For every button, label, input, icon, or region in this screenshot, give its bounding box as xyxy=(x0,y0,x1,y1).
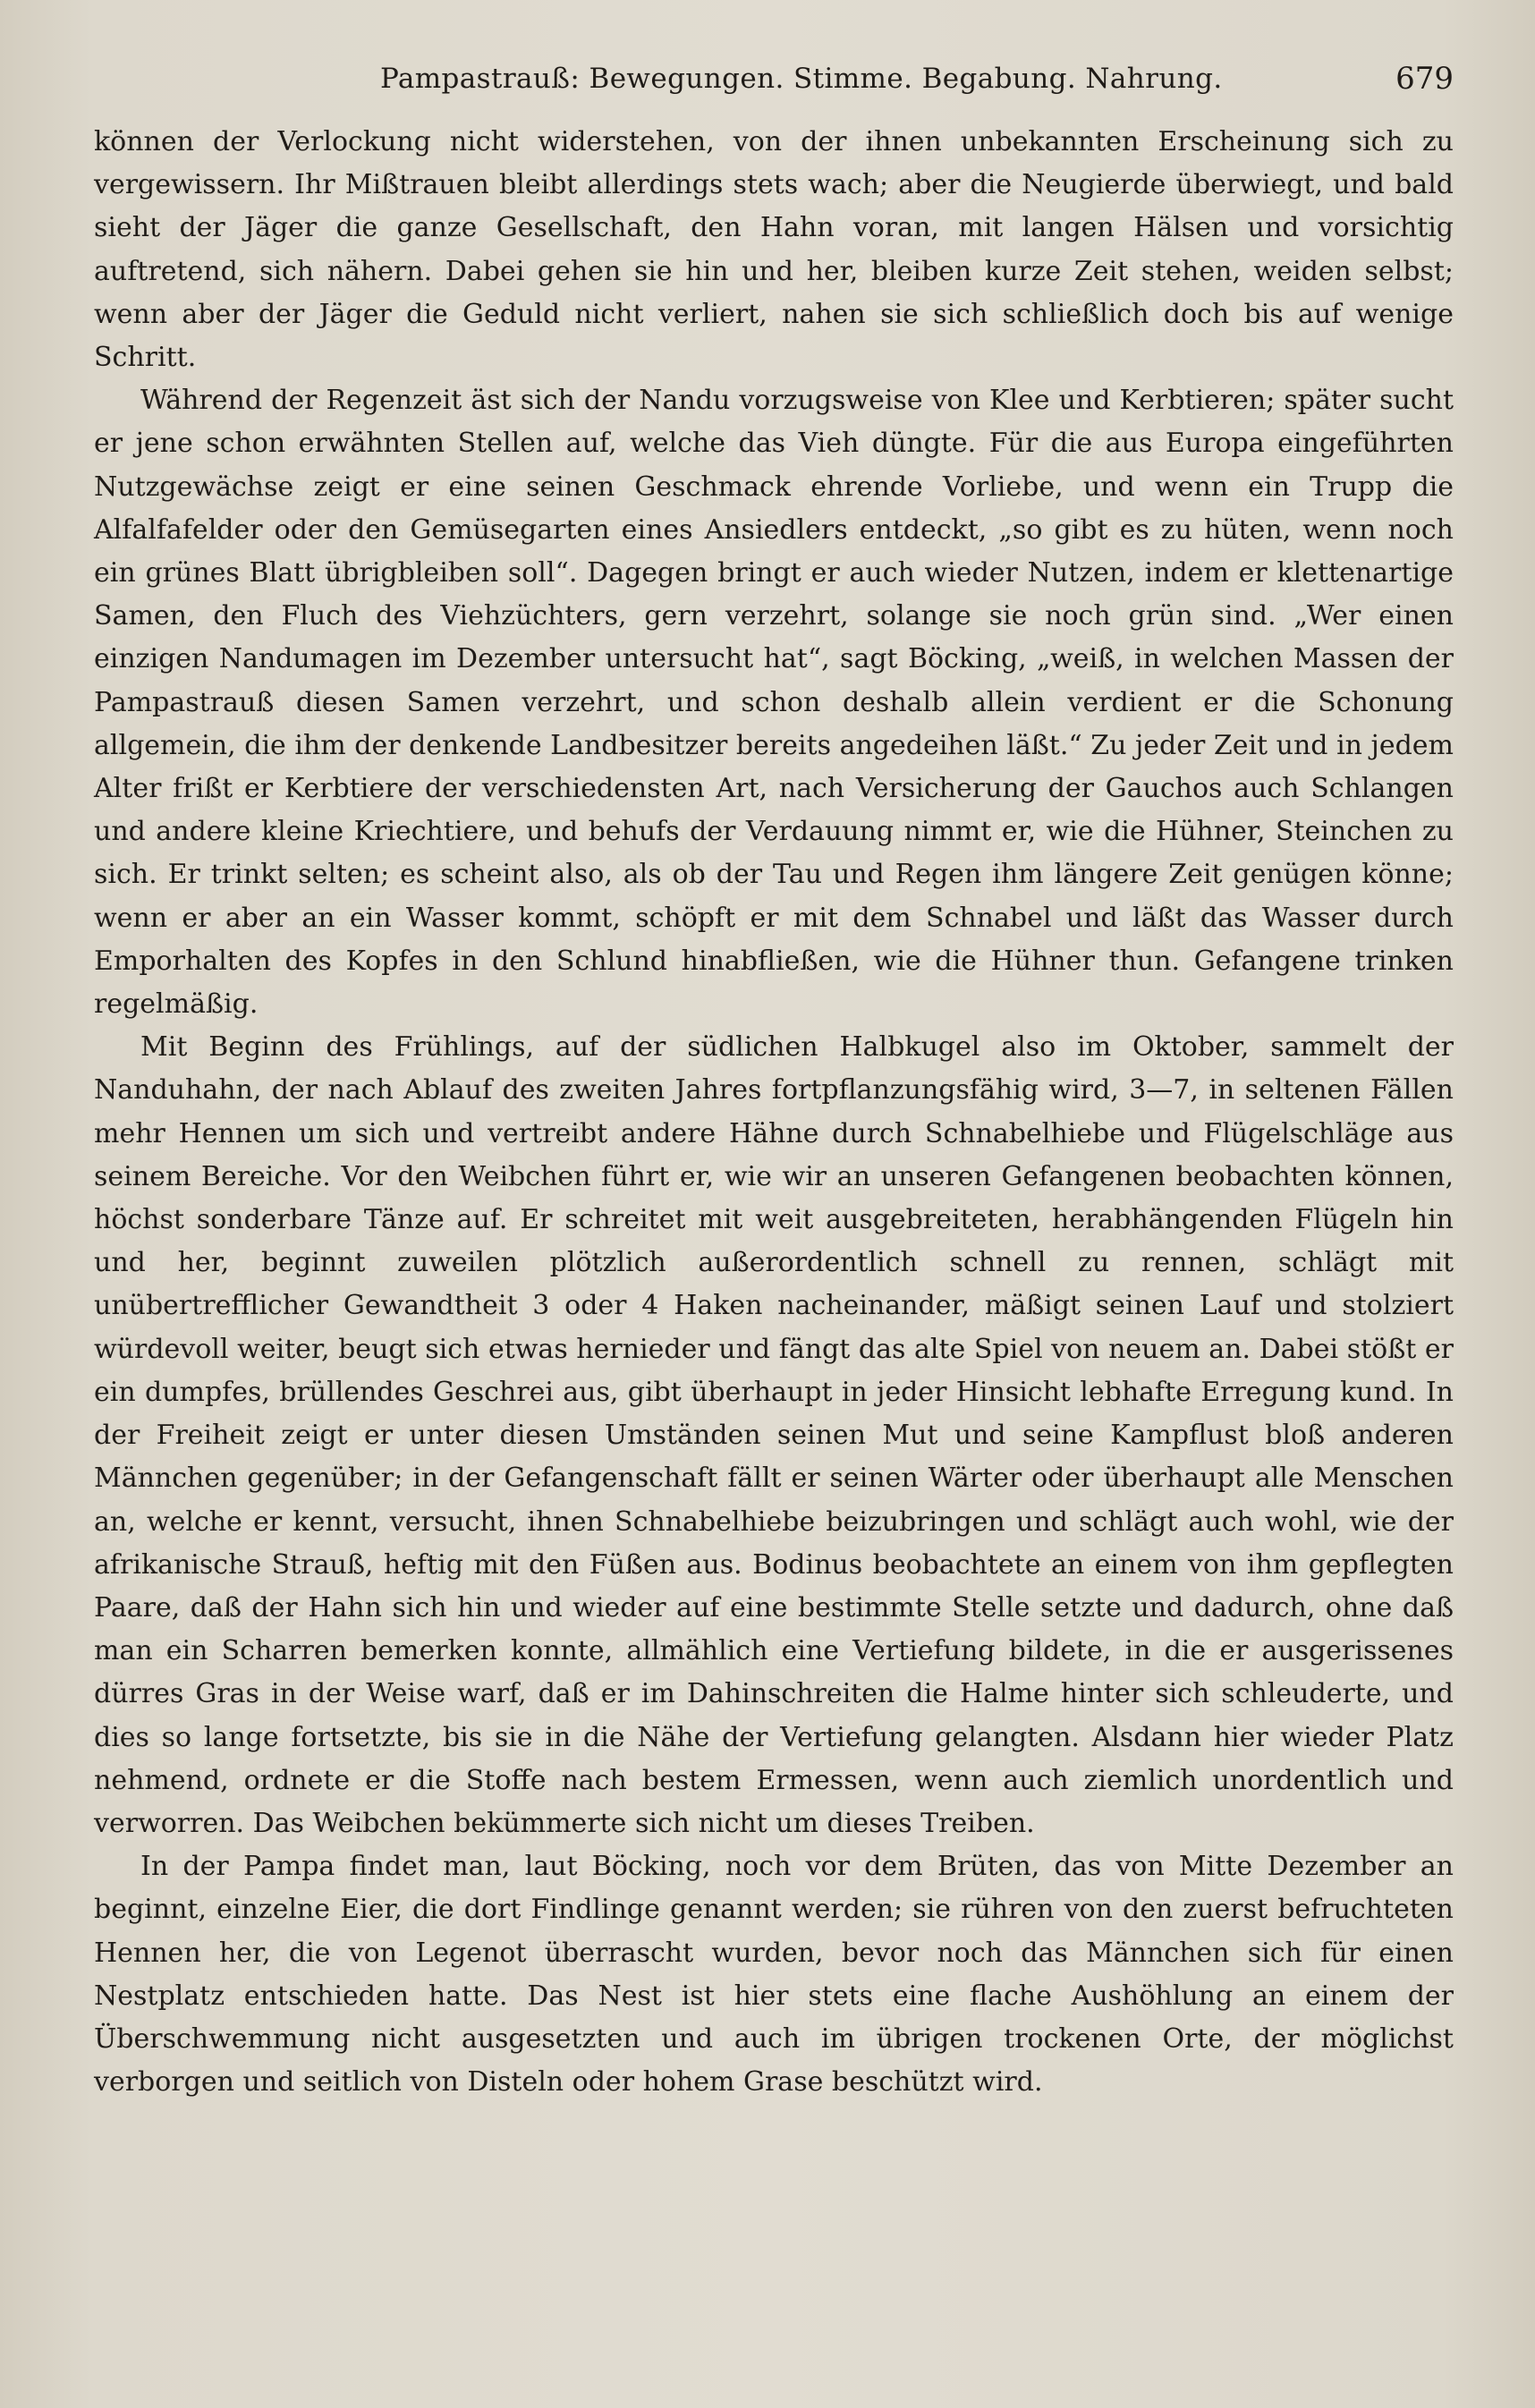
paragraph-1: können der Verlockung nicht widerstehen, von der ihnen unbekannten Erscheinung sich zu vergewissern. Ihr Mißtrauen bleibt allerdings stets wach; aber die Neugierde überwiegt, und bald sieht der Jäger die ganze Gesellschaft, den Hahn voran, mit langen Hälsen und vorsichtig auftretend, sich nähern. Dabei gehen sie hin und her, bleiben kurze Zeit stehen, weiden selbst; wenn aber der Jäger die Geduld nicht verliert, nahen sie sich schließlich doch bis auf wenige Schritt. xyxy=(94,126,1454,374)
paragraph-4: In der Pampa findet man, laut Böcking, noch vor dem Brüten, das von Mitte Dezember an beginnt, einzelne Eier, die dort Findlinge genannt werden; sie rühren von den zuerst befruchteten Hennen her, die von Legenot überrascht wurden, bevor noch das Männchen sich für einen Nestplatz entschieden hatte. Das Nest ist hier stets eine flache Aushöhlung an einem der Überschwemmung nicht ausgesetzten und auch im übrigen trockenen Orte, der möglichst verborgen und seitlich von Disteln oder hohem Grase beschützt wird. xyxy=(94,1851,1454,2099)
body-text xyxy=(94,121,1454,2104)
page-number: 679 xyxy=(1395,61,1454,97)
paragraph-3: Mit Beginn des Frühlings, auf der südlichen Halbkugel also im Oktober, sammelt der Nanduhahn, der nach Ablauf des zweiten Jahres fortpflanzungsfähig wird, 3—7, in seltenen Fällen mehr Hennen um sich und vertreibt andere Hähne durch Schnabelhiebe und Flügelschläge aus seinem Bereiche. Vor den Weibchen führt er, wie wir an unseren Gefangenen beobachten können, höchst sonderbare Tänze auf. Er schreitet mit weit ausgebreiteten, herabhängenden Flügeln hin und her, beginnt zuweilen plötzlich außerordentlich schnell zu rennen, schlägt mit unübertrefflicher Gewandtheit 3 oder 4 Haken nacheinander, mäßigt seinen Lauf und stolziert würdevoll weiter, beugt sich etwas hernieder und fängt das alte Spiel von neuem an. Dabei stößt er ein dumpfes, brüllendes Geschrei aus, gibt überhaupt in jeder Hinsicht lebhafte Erregung kund. In der Freiheit zeigt er unter diesen Umständen seinen Mut und seine Kampflust bloß anderen Männchen gegenüber; in der Gefangenschaft fällt er seinen Wärter oder überhaupt alle Menschen an, welche er kennt, versucht, ihnen Schnabelhiebe beizubringen und schlägt auch wohl, wie der afrikanische Strauß, heftig mit den Füßen aus. Bodinus beobachtete an einem von ihm gepflegten Paare, daß der Hahn sich hin und wieder auf eine bestimmte Stelle setzte und dadurch, ohne daß man ein Scharren bemerken konnte, allmählich eine Vertiefung bildete, in die er ausgerissenes dürres Gras in der Weise warf, daß er im Dahinschreiten die Halme hinter sich schleuderte, und dies so lange fortsetzte, bis sie in die Nähe der Vertiefung gelangten. Alsdann hier wieder Platz nehmend, ordnete er die Stoffe nach bestem Ermessen, wenn auch ziemlich unordentlich und verworren. Das Weibchen bekümmerte sich nicht um dieses Treiben. xyxy=(94,1031,1454,1839)
page-header xyxy=(94,52,1454,106)
paragraph-2: Während der Regenzeit äst sich der Nandu vorzugsweise von Klee und Kerbtieren; später sucht er jene schon erwähnten Stellen auf, welche das Vieh düngte. Für die aus Europa eingeführten Nutzgewächse zeigt er eine seinen Geschmack ehrende Vorliebe, und wenn ein Trupp die Alfalfafelder oder den Gemüsegarten eines Ansiedlers entdeckt, „so gibt es zu hüten, wenn noch ein grünes Blatt übrigbleiben soll“. Dagegen bringt er auch wieder Nutzen, indem er klettenartige Samen, den Fluch des Viehzüchters, gern verzehrt, solange sie noch grün sind. „Wer einen einzigen Nandumagen im Dezember untersucht hat“, sagt Böcking, „weiß, in welchen Massen der Pampastrauß diesen Samen verzehrt, und schon deshalb allein verdient er die Schonung allgemein, die ihm der denkende Landbesitzer bereits angedeihen läßt.“ Zu jeder Zeit und in jedem Alter frißt er Kerbtiere der verschiedensten Art, nach Versicherung der Gauchos auch Schlangen und andere kleine Kriechtiere, und behufs der Verdauung nimmt er, wie die Hühner, Steinchen zu sich. Er trinkt selten; es scheint also, als ob der Tau und Regen ihm längere Zeit genügen könne; wenn er aber an ein Wasser kommt, schöpft er mit dem Schnabel und läßt das Wasser durch Emporhalten des Kopfes in den Schlund hinabfließen, wie die Hühner thun. Gefangene trinken regelmäßig. xyxy=(94,385,1454,1021)
running-head: Pampastrauß: Bewegungen. Stimme. Begabung. Nahrung. xyxy=(380,63,1223,95)
